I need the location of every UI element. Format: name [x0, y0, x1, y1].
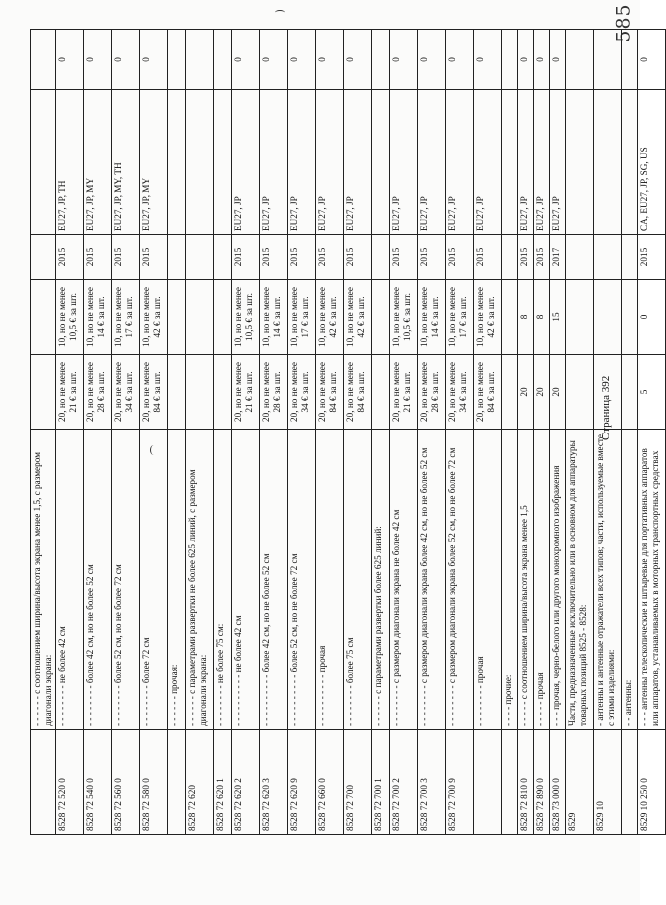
base-duty-rate-cell	[214, 355, 232, 430]
goods-description-cell: - - - - - - - - не более 75 см:	[214, 430, 232, 730]
final-duty-rate-cell	[594, 280, 622, 355]
other-duties-cell: 0	[260, 30, 288, 90]
goods-description-cell: - - - антенны телескопические и штыревые для портативных аппаратов или аппаратов, устанавливаемых в моторных транспортных средствах	[638, 430, 666, 730]
base-duty-rate-cell: 20, но не менее 34 € за шт.	[288, 355, 316, 430]
implementation-year-cell: 2017	[550, 235, 566, 280]
table-row	[84, 30, 112, 835]
other-duties-cell: 0	[534, 30, 550, 90]
tn-ved-code-cell: 8528 72 620 1	[214, 730, 232, 835]
other-duties-cell	[168, 30, 186, 90]
table-row	[474, 30, 502, 835]
table-row	[534, 30, 550, 835]
goods-description-cell: - - - - - - - - с размером диагонали экрана более 52 см, но не более 72 см	[446, 430, 474, 730]
initial-negotiating-rights-cell: CA, EU27, JP, SG, US	[638, 90, 666, 235]
base-duty-rate-cell	[566, 355, 594, 430]
tn-ved-code-cell: 8528 72 540 0	[84, 730, 112, 835]
tn-ved-code-cell: 8529 10 250 0	[638, 730, 666, 835]
other-duties-cell: 0	[550, 30, 566, 90]
initial-negotiating-rights-cell: EU27, JP	[232, 90, 260, 235]
base-duty-rate-cell: 20, но не менее 28 € за шт.	[418, 355, 446, 430]
final-duty-rate-cell	[622, 280, 638, 355]
implementation-year-cell: 2015	[418, 235, 446, 280]
implementation-year-cell: 2015	[84, 235, 112, 280]
goods-description-cell: - - - - - - - - с размером диагонали экрана более 42 см, но не более 52 см	[418, 430, 446, 730]
table-row	[31, 30, 56, 835]
base-duty-rate-cell: 20, но не менее 21 € за шт.	[390, 355, 418, 430]
table-row	[288, 30, 316, 835]
final-duty-rate-cell	[372, 280, 390, 355]
other-duties-cell	[214, 30, 232, 90]
other-duties-cell: 0	[56, 30, 84, 90]
other-duties-cell: 0	[288, 30, 316, 90]
table-row	[260, 30, 288, 835]
tn-ved-code-cell: 8528 72 890 0	[534, 730, 550, 835]
initial-negotiating-rights-cell: EU27, JP, MY, TH	[112, 90, 140, 235]
final-duty-rate-cell: 10, но не менее 17 € за шт.	[446, 280, 474, 355]
final-duty-rate-cell: 8	[534, 280, 550, 355]
base-duty-rate-cell: 20, но не менее 21 € за шт.	[56, 355, 84, 430]
other-duties-cell: 0	[316, 30, 344, 90]
goods-description-cell: - - - - - - с соотношением ширина/высота экрана менее 1,5, с размером диагонали экрана:	[31, 430, 56, 730]
table-row	[232, 30, 260, 835]
implementation-year-cell: 2015	[288, 235, 316, 280]
handwritten-page-mark: 585	[612, 3, 635, 43]
other-duties-cell: 0	[474, 30, 502, 90]
other-duties-cell	[31, 30, 56, 90]
final-duty-rate-cell: 10, но не менее 10,5 € за шт.	[232, 280, 260, 355]
tn-ved-code-cell: 8528 72 700 9	[446, 730, 474, 835]
base-duty-rate-cell: 20	[550, 355, 566, 430]
implementation-year-cell: 2015	[638, 235, 666, 280]
goods-description-cell: - антенны и антенные отражатели всех типов; части, используемые вместе с этими изделиями:	[594, 430, 622, 730]
other-duties-cell	[594, 30, 622, 90]
table-row	[112, 30, 140, 835]
implementation-year-cell	[31, 235, 56, 280]
final-duty-rate-cell: 10, но не менее 42 € за шт.	[316, 280, 344, 355]
rotated-tariff-table	[30, 30, 660, 835]
goods-description-cell: - - - - - - - - прочая	[474, 430, 502, 730]
initial-negotiating-rights-cell	[372, 90, 390, 235]
initial-negotiating-rights-cell	[186, 90, 214, 235]
tn-ved-code-cell: 8528 72 700 2	[390, 730, 418, 835]
implementation-year-cell	[214, 235, 232, 280]
table-row	[316, 30, 344, 835]
initial-negotiating-rights-cell: EU27, JP, MY	[140, 90, 168, 235]
initial-negotiating-rights-cell: EU27, JP	[260, 90, 288, 235]
tn-ved-code-cell: 8529 10	[594, 730, 622, 835]
implementation-year-cell: 2015	[518, 235, 534, 280]
initial-negotiating-rights-cell: EU27, JP	[518, 90, 534, 235]
final-duty-rate-cell	[31, 280, 56, 355]
table-row	[502, 30, 518, 835]
base-duty-rate-cell: 20	[518, 355, 534, 430]
initial-negotiating-rights-cell	[594, 90, 622, 235]
base-duty-rate-cell: 20, но не менее 84 € за шт.	[316, 355, 344, 430]
tn-ved-code-cell: 8528 72 700 3	[418, 730, 446, 835]
goods-description-cell: - - - - - - - - - - не более 42 см	[232, 430, 260, 730]
other-duties-cell: 0	[446, 30, 474, 90]
tn-ved-code-cell: 8528 72 700	[344, 730, 372, 835]
implementation-year-cell	[566, 235, 594, 280]
final-duty-rate-cell	[186, 280, 214, 355]
base-duty-rate-cell	[622, 355, 638, 430]
implementation-year-cell	[186, 235, 214, 280]
table-row	[418, 30, 446, 835]
implementation-year-cell	[594, 235, 622, 280]
other-duties-cell	[622, 30, 638, 90]
other-duties-cell	[372, 30, 390, 90]
final-duty-rate-cell	[566, 280, 594, 355]
initial-negotiating-rights-cell: EU27, JP	[390, 90, 418, 235]
table-row	[56, 30, 84, 835]
tn-ved-code-cell: 8528 72 810 0	[518, 730, 534, 835]
table-row	[186, 30, 214, 835]
goods-description-cell: - - - - - - прочая:	[168, 430, 186, 730]
tn-ved-code-cell: 8528 72 520 0	[56, 730, 84, 835]
other-duties-cell: 0	[390, 30, 418, 90]
final-duty-rate-cell: 0	[638, 280, 666, 355]
initial-negotiating-rights-cell: EU27, JP	[418, 90, 446, 235]
base-duty-rate-cell: 20, но не менее 84 € за шт.	[474, 355, 502, 430]
implementation-year-cell	[622, 235, 638, 280]
tn-ved-code-cell	[31, 730, 56, 835]
implementation-year-cell: 2015	[140, 235, 168, 280]
table-row	[140, 30, 168, 835]
base-duty-rate-cell: 20, но не менее 34 € за шт.	[446, 355, 474, 430]
goods-description-cell: - - - - - с соотношением ширина/высота экрана менее 1,5	[518, 430, 534, 730]
base-duty-rate-cell	[31, 355, 56, 430]
table-row	[638, 30, 666, 835]
implementation-year-cell: 2015	[474, 235, 502, 280]
table-row	[168, 30, 186, 835]
initial-negotiating-rights-cell: EU27, JP, TH	[56, 90, 84, 235]
table-row	[446, 30, 474, 835]
other-duties-cell: 0	[344, 30, 372, 90]
base-duty-rate-cell: 20, но не менее 28 € за шт.	[84, 355, 112, 430]
tn-ved-code-cell: 8528 72 620 3	[260, 730, 288, 835]
final-duty-rate-cell: 10, но не менее 17 € за шт.	[288, 280, 316, 355]
tn-ved-code-cell	[502, 730, 518, 835]
implementation-year-cell: 2015	[446, 235, 474, 280]
tn-ved-code-cell: 8528 72 700 1	[372, 730, 390, 835]
other-duties-cell	[502, 30, 518, 90]
tn-ved-code-cell: 8528 72 620 2	[232, 730, 260, 835]
other-duties-cell: 0	[518, 30, 534, 90]
table-row	[566, 30, 594, 835]
goods-description-cell: - - - - - - - - с размером диагонали экрана не более 42 см	[390, 430, 418, 730]
final-duty-rate-cell: 10, но не менее 10,5 € за шт.	[56, 280, 84, 355]
initial-negotiating-rights-cell: EU27, JP	[288, 90, 316, 235]
base-duty-rate-cell: 20, но не менее 34 € за шт.	[112, 355, 140, 430]
final-duty-rate-cell	[214, 280, 232, 355]
initial-negotiating-rights-cell	[31, 90, 56, 235]
other-duties-cell: 0	[232, 30, 260, 90]
table-row	[214, 30, 232, 835]
final-duty-rate-cell: 10, но не менее 17 € за шт.	[112, 280, 140, 355]
final-duty-rate-cell: 10, но не менее 10,5 € за шт.	[390, 280, 418, 355]
final-duty-rate-cell: 10, но не менее 42 € за шт.	[140, 280, 168, 355]
other-duties-cell: 0	[418, 30, 446, 90]
other-duties-cell: 0	[638, 30, 666, 90]
tn-ved-code-cell	[474, 730, 502, 835]
goods-description-cell: - - - - - - - - более 72 см	[140, 430, 168, 730]
initial-negotiating-rights-cell: EU27, JP, MY	[84, 90, 112, 235]
initial-negotiating-rights-cell	[566, 90, 594, 235]
goods-description-cell: - - - - - - - - более 42 см, но не более 52 см	[84, 430, 112, 730]
final-duty-rate-cell	[502, 280, 518, 355]
tn-ved-code-cell: 8528 72 560 0	[112, 730, 140, 835]
goods-description-cell: - - антенны:	[622, 430, 638, 730]
tariff-table-body	[31, 30, 666, 835]
goods-description-cell: - - - - - - - - - - прочая	[316, 430, 344, 730]
scan-mark	[275, 10, 285, 15]
tn-ved-code-cell: 8528 72 620	[186, 730, 214, 835]
final-duty-rate-cell: 15	[550, 280, 566, 355]
other-duties-cell	[566, 30, 594, 90]
goods-description-cell: - - - - - - - - - - более 42 см, но не более 52 см	[260, 430, 288, 730]
implementation-year-cell: 2015	[534, 235, 550, 280]
final-duty-rate-cell: 10, но не менее 42 € за шт.	[344, 280, 372, 355]
base-duty-rate-cell: 20	[534, 355, 550, 430]
tn-ved-code-cell	[622, 730, 638, 835]
final-duty-rate-cell: 10, но не менее 42 € за шт.	[474, 280, 502, 355]
initial-negotiating-rights-cell: EU27, JP	[534, 90, 550, 235]
implementation-year-cell: 2015	[316, 235, 344, 280]
table-row	[372, 30, 390, 835]
implementation-year-cell: 2015	[232, 235, 260, 280]
table-row	[518, 30, 534, 835]
base-duty-rate-cell: 20, но не менее 84 € за шт.	[140, 355, 168, 430]
initial-negotiating-rights-cell: EU27, JP	[550, 90, 566, 235]
initial-negotiating-rights-cell: EU27, JP	[344, 90, 372, 235]
initial-negotiating-rights-cell: EU27, JP	[316, 90, 344, 235]
initial-negotiating-rights-cell	[214, 90, 232, 235]
base-duty-rate-cell: 20, но не менее 84 € за шт.	[344, 355, 372, 430]
tn-ved-code-cell: 8528 72 620 9	[288, 730, 316, 835]
base-duty-rate-cell	[168, 355, 186, 430]
table-row	[622, 30, 638, 835]
implementation-year-cell	[372, 235, 390, 280]
goods-description-cell: - - - - - - - - не более 42 см	[56, 430, 84, 730]
final-duty-rate-cell: 10, но не менее 14 € за шт.	[84, 280, 112, 355]
final-duty-rate-cell: 8	[518, 280, 534, 355]
goods-description-cell: - - - - - - с параметрами развертки более 625 линий:	[372, 430, 390, 730]
final-duty-rate-cell	[168, 280, 186, 355]
goods-description-cell: - - - - - - - - более 75 см	[344, 430, 372, 730]
goods-description-cell: Части, предназначенные исключительно или в основном для аппаратуры товарных позиций 8525 - 8528:	[566, 430, 594, 730]
goods-description-cell: - - - - - прочая	[534, 430, 550, 730]
base-duty-rate-cell: 20, но не менее 21 € за шт.	[232, 355, 260, 430]
tn-ved-code-cell	[168, 730, 186, 835]
initial-negotiating-rights-cell: EU27, JP	[474, 90, 502, 235]
other-duties-cell: 0	[112, 30, 140, 90]
initial-negotiating-rights-cell: EU27, JP	[446, 90, 474, 235]
tn-ved-code-cell: 8528 72 660 0	[316, 730, 344, 835]
initial-negotiating-rights-cell	[168, 90, 186, 235]
tn-ved-code-cell: 8528 73 000 0	[550, 730, 566, 835]
other-duties-cell	[186, 30, 214, 90]
table-row	[550, 30, 566, 835]
goods-description-cell: - - - - - - с параметрами развертки не более 625 линий, с размером диагонали экрана:	[186, 430, 214, 730]
page-footer: Страница 392	[600, 375, 612, 440]
implementation-year-cell: 2015	[390, 235, 418, 280]
base-duty-rate-cell: 5	[638, 355, 666, 430]
goods-description-cell: - - - - - - - - более 52 см, но не более 72 см	[112, 430, 140, 730]
base-duty-rate-cell	[372, 355, 390, 430]
base-duty-rate-cell	[186, 355, 214, 430]
tn-ved-code-cell: 8528 72 580 0	[140, 730, 168, 835]
goods-description-cell: - - - прочая, черно-белого или другого монохромного изображения	[550, 430, 566, 730]
tn-ved-code-cell: 8529	[566, 730, 594, 835]
table-row	[344, 30, 372, 835]
final-duty-rate-cell: 10, но не менее 14 € за шт.	[418, 280, 446, 355]
implementation-year-cell	[502, 235, 518, 280]
base-duty-rate-cell	[502, 355, 518, 430]
implementation-year-cell: 2015	[344, 235, 372, 280]
base-duty-rate-cell: 20, но не менее 28 € за шт.	[260, 355, 288, 430]
tariff-table	[30, 29, 666, 835]
implementation-year-cell: 2015	[112, 235, 140, 280]
implementation-year-cell	[168, 235, 186, 280]
initial-negotiating-rights-cell	[502, 90, 518, 235]
final-duty-rate-cell: 10, но не менее 14 € за шт.	[260, 280, 288, 355]
initial-negotiating-rights-cell	[622, 90, 638, 235]
other-duties-cell: 0	[140, 30, 168, 90]
goods-description-cell: - - - - - - - - - - более 52 см, но не более 72 см	[288, 430, 316, 730]
table-row	[390, 30, 418, 835]
goods-description-cell: - - - - прочие:	[502, 430, 518, 730]
other-duties-cell: 0	[84, 30, 112, 90]
implementation-year-cell: 2015	[260, 235, 288, 280]
implementation-year-cell: 2015	[56, 235, 84, 280]
